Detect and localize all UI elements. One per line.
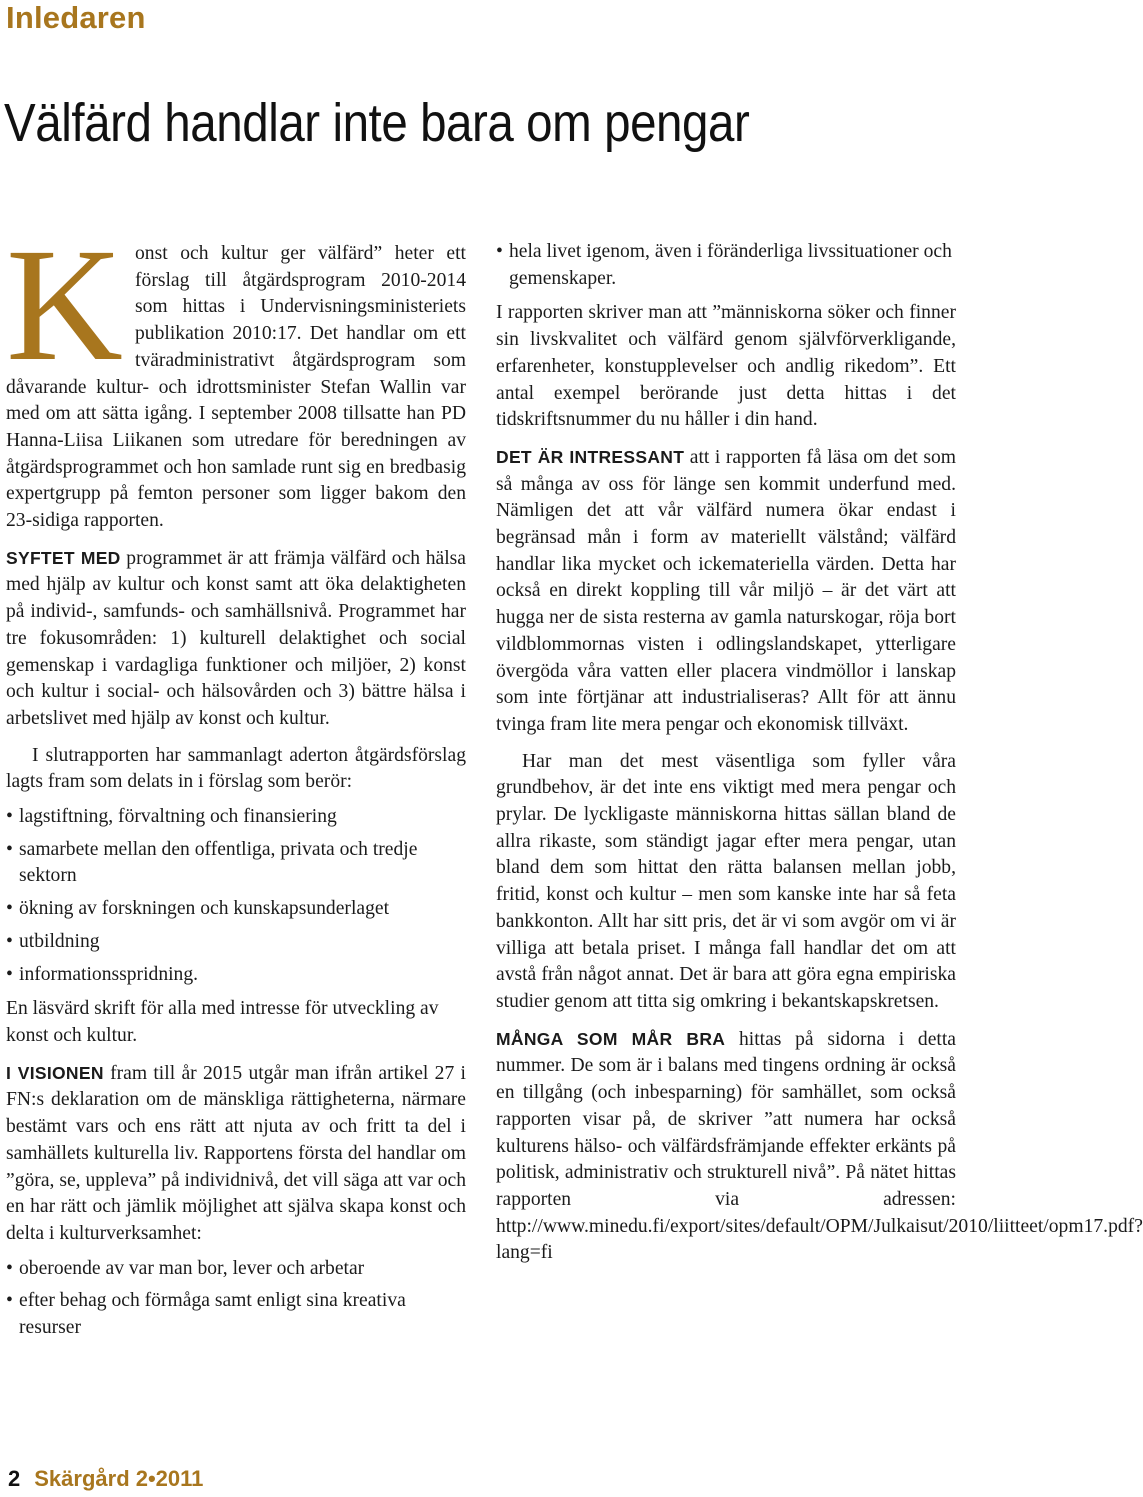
page-number: 2	[8, 1466, 21, 1491]
paragraph-text: att i rapporten få läsa om det som så många av oss för länge sen kommit underfund med. Nämligen det att vår välfärd numera ökar endast i begränsad mån i form av materiellt välstånd; välfärd handlar lika mycket och ickemateriella värden. Detta har också en direkt koppling till vår miljö – är det värt att hugga ner de sista resterna av gamla naturskogar, röja bort vildblommornas visten i odlingslandskapet, ytterligare övergöda våra vatten eller placera vindmöllor i lanskap som inte förtjänar att industrialiseras? Allt för att ännu tvinga fram lite mera pengar och ekonomisk tillväxt.	[496, 446, 956, 735]
lead-in: DET ÄR INTRESSANT	[496, 446, 685, 467]
page-title: Välfärd handlar inte bara om pengar	[4, 93, 750, 153]
drop-cap: K	[6, 216, 123, 395]
left-column	[6, 216, 467, 1350]
magazine-issue: Skärgård 2•2011	[34, 1466, 204, 1491]
paragraph-rapporten: I rapporten skriver man att ”människorna söker och finner sin livskvalitet och välfärd genom självförverkligande, erfarenheter, konstupplevelser och andlig rikedom”. Ett antal exempel berörande just detta hittas i det tidskriftsnummer du nu håller i din hand.	[496, 302, 956, 431]
paragraph-text: fram till år 2015 utgår man ifrån artikel 27 i FN:s deklaration om de mänskliga rättigheterna, närmare bestämt vars och ens rätt att njuta av och fritt ta del i samhällets kulturella liv. Rapportens första del handlar om ”göra, se, uppleva” på individnivå, det vill säga att var och en har rätt och jämlik möjlighet att själva skapa konst och delta i kulturverksamhet:	[6, 1062, 467, 1244]
paragraph-intressant	[496, 444, 956, 739]
paragraph-text: programmet är att främja välfärd och hälsa med hjälp av kultur och konst samt att öka delaktigheten på individ-, samfunds- och samhällsnivå. Programmet har tre fokusområden: 1) kulturell delaktighet och social gemenskap i vardagliga funktioner och miljöer, 2) konst och kultur i social- och hälsovården och 3) bättre hälsa i arbetslivet med hjälp av konst och kultur.	[6, 547, 466, 729]
bullet-list-participation	[6, 1256, 466, 1342]
list-item: • hela livet igenom, även i föränderliga livssituationer och gemenskaper.	[496, 241, 952, 289]
paragraph-slutrapporten: I slutrapporten har sammanlagt aderton åtgärdsförslag lagts fram som delats in i förslag som berör:	[6, 744, 466, 793]
paragraph-lasvard: En läsvärd skrift för alla med intresse för utveckling av konst och kultur.	[6, 998, 439, 1046]
lead-in: MÅNGA SOM MÅR BRA	[496, 1028, 726, 1049]
paragraph-syftet	[6, 545, 466, 733]
page-footer	[8, 1466, 203, 1492]
bullet-list-proposals	[6, 804, 466, 988]
paragraph-grundbehov: Har man det mest väsentliga som fyller våra grundbehov, är det inte ens viktigt med mera pengar och prylar. De lyckligaste människorna hittas sällan bland de allra rikaste, som ständigt jagar efter mera pengar, utan bland dem som hittat den rätta balansen mellan jobb, fritid, konst och kultur – men som kanske inte har så feta bankkonton. Allt har sitt pris, det är vi som avgör om vi är villiga att betala priset. I många fall handlar det om att avstå från något annat. Det är bara att göra egna empiriska studier genom att titta sig omkring i bekantskapskretsen.	[496, 750, 956, 1012]
intro-paragraph	[6, 216, 466, 535]
list-item: • efter behag och förmåga samt enligt sina kreativa resurser	[6, 1290, 406, 1339]
paragraph-visionen	[6, 1060, 466, 1248]
lead-in: SYFTET MED	[6, 547, 121, 568]
list-item: • samarbete mellan den offentliga, privata och tredje sektorn	[6, 838, 418, 887]
lead-in: I VISIONEN	[6, 1062, 104, 1083]
list-item: • oberoende av var man bor, lever och arbetar	[6, 1257, 365, 1279]
list-item: • informationsspridning.	[6, 963, 199, 985]
paragraph-text: hittas på sidorna i detta nummer. De som är i balans med tingens ordning är också en tillgång (och inbesparning) för samhället, som också rapporten visar på, de skriver ”att numera har också kulturens hälso- och välfärdsfrämjande effekter erkänts på politisk, administrativ och strukturell nivå”. På nätet hittas rapporten via adressen: http://www.minedu.fi/export/sites/default/OPM/Julkaisut/2010/liitteet/opm17.pdf?lang=fi	[496, 1028, 1143, 1264]
paragraph-manga	[496, 1026, 1143, 1267]
bullet-list-continued	[496, 239, 956, 292]
list-item: • utbildning	[6, 930, 100, 952]
intro-text: onst och kultur ger välfärd” heter ett förslag till åtgärdsprogram 2010-2014 som hittas i Undervisningsministeriets publikation 2010:17. Det handlar om ett tväradministrativt åtgärdsprogram som dåvarande kultur- och idrottsminister Stefan Wallin var med om att sätta igång. I september 2008 tillsatte han PD Hanna-Liisa Liikanen som utredare för beredningen av åtgärdsprogrammet och hon samlade runt sig en bredbasig expertgrupp på femton personer som ligger bakom den 23-sidiga rapporten.	[6, 243, 466, 532]
right-column	[496, 239, 1143, 1267]
list-item: • lagstiftning, förvaltning och finansiering	[6, 806, 337, 828]
list-item: • ökning av forskningen och kunskapsunderlaget	[6, 898, 390, 920]
section-label: Inledaren	[6, 0, 146, 35]
